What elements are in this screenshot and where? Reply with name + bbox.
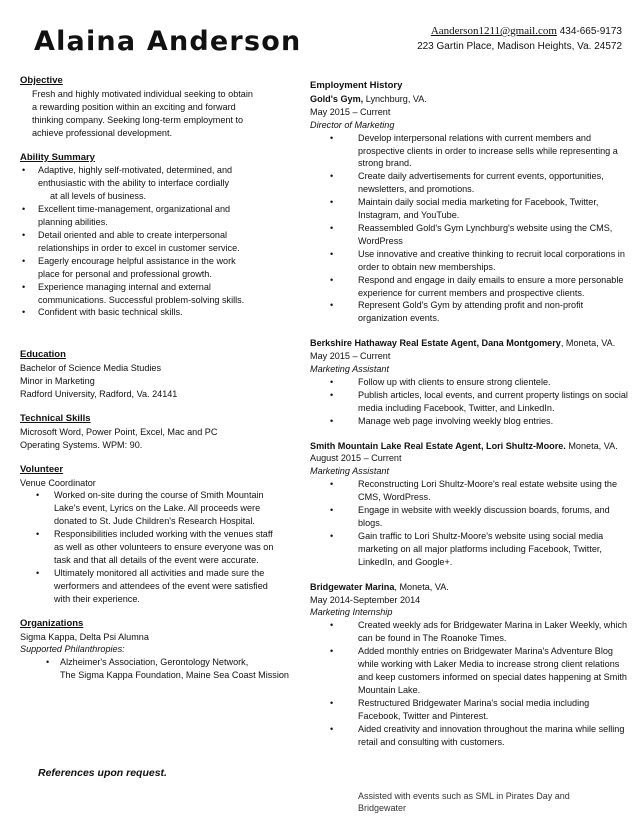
list-item-line: with their experience. — [54, 593, 140, 604]
list-item-line: • Worked on-site during the course of Smith Mountain — [54, 490, 264, 501]
list-item-line: order to obtain new memberships. — [358, 261, 496, 272]
education-line: Radford University, Radford, Va. 24141 — [20, 389, 178, 400]
cutoff-bullet-line: Assisted with events such as SML in Pirates Day and Bridgewater — [358, 791, 570, 813]
list-item-line: task and that all details of the event were accurate. — [54, 555, 259, 565]
list-item-line: • Gain traffic to Lori Shultz-Moore's website using social media — [358, 530, 604, 541]
list-item-line: while working with Laker Media to increase strong client relations — [358, 659, 620, 670]
objective-heading: Objective — [20, 75, 63, 86]
list-item-line: The Sigma Kappa Foundation, Maine Sea Coast Mission — [60, 670, 289, 681]
list-item-line: • Maintain daily social media marketing for Facebook, Twitter, — [358, 197, 599, 208]
list-item-line: donated to St. Jude Children's Research Hospital. — [54, 516, 255, 527]
objective-text — [20, 88, 306, 140]
contact-block — [417, 24, 622, 54]
list-item-line: • Reassembled Gold's Gym Lynchburg's website using the CMS, — [358, 222, 613, 233]
address: 223 Gartin Place, Madison Heights, Va. 24572 — [417, 41, 622, 52]
list-item-line: • Created weekly ads for Bridgewater Marina in Laker Weekly, which — [358, 620, 628, 631]
list-item-line: prospective clients in order to increase sells while representing a — [358, 145, 618, 156]
list-item — [310, 504, 628, 530]
list-item-line: • Eagerly encourage helpful assistance in the work — [38, 255, 236, 266]
list-item-line: • Added monthly entries on Bridgewater Marina's Adventure Blog — [358, 646, 613, 657]
job-company: Gold's Gym, — [310, 93, 364, 104]
list-item — [20, 656, 306, 682]
list-item-line: • Ultimately monitored all activities and made sure the — [54, 567, 265, 578]
list-item-line: • Alzheimer's Association, Gerontology Network, — [60, 657, 249, 668]
phone-number: 434-665-9173 — [559, 26, 622, 37]
list-item-line: organization events. — [358, 313, 440, 324]
list-item — [20, 489, 306, 528]
job-dates: May 2014-September 2014 — [310, 594, 421, 605]
list-item-line: Lake's event, Lyrics on the Lake. All proceeds were — [54, 503, 261, 514]
list-item — [20, 528, 306, 567]
education-heading: Education — [20, 349, 66, 361]
list-item-line: • Aided creativity and innovation throughout the marina while selling — [358, 723, 625, 734]
job-location: , Moneta, VA. — [560, 338, 616, 349]
list-item-line: relationships in order to excel in customer service. — [38, 242, 240, 253]
list-item — [310, 415, 628, 428]
list-item-line: • Confident with basic technical skills. — [38, 307, 183, 318]
list-item-line: • Create daily advertisements for current events, opportunities, — [358, 171, 604, 182]
list-item-line: strong brand. — [358, 158, 412, 169]
job-location: Lynchburg, VA. — [363, 93, 427, 104]
list-item-line: Facebook, Twitter and Pinterest. — [358, 710, 489, 721]
list-item-line: planning abilities. — [38, 217, 108, 228]
list-item — [310, 376, 628, 389]
employment-heading: Employment History — [310, 80, 403, 91]
list-item-line: • Reconstructing Lori Shultz-Moore's real estate website using the — [358, 479, 618, 490]
list-item-line: • Manage web page involving weekly blog entries. — [358, 415, 554, 426]
organizations-heading: Organizations — [20, 617, 84, 629]
list-item — [310, 222, 628, 248]
job-company-line — [310, 440, 628, 453]
job-entry — [310, 337, 628, 427]
volunteer-list — [20, 489, 306, 605]
job-company-line — [310, 93, 628, 106]
list-item — [310, 389, 628, 415]
job-bullets — [310, 619, 628, 748]
list-item — [310, 530, 628, 569]
list-item — [310, 274, 628, 300]
list-item — [310, 132, 628, 171]
list-item-line: media including Facebook, Twitter, and LinkedIn. — [358, 402, 555, 413]
technical-line: Microsoft Word, Power Point, Excel, Mac and PC — [20, 426, 218, 437]
list-item — [310, 478, 628, 504]
list-item — [310, 619, 628, 645]
list-item-line: at all levels of business. — [50, 191, 147, 202]
list-item — [20, 229, 306, 255]
list-item-line: experience for current members and prospective clients. — [358, 287, 585, 298]
list-item-line: • Use innovative and creative thinking to recruit local corporations in — [358, 248, 625, 259]
list-item-line: blogs. — [358, 518, 383, 528]
list-item-line: marketing on all major platforms including Facebook, Twitter, — [358, 543, 602, 554]
list-item-line: • Develop interpersonal relations with current members and — [358, 132, 592, 143]
list-item-line: and keep customers informed on special dates happening at Smith — [358, 671, 627, 682]
list-item-line: can be found in The Roanoke Times. — [358, 633, 507, 644]
email-link[interactable]: Aanderson1211@gmail.com — [430, 25, 557, 37]
philanthropies-list — [20, 656, 306, 682]
right-column — [310, 80, 628, 748]
list-item — [310, 645, 628, 697]
technical-line: Operating Systems. WPM: 90. — [20, 439, 143, 450]
list-item-line: • Excellent time-management, organizational and — [38, 204, 231, 215]
job-entry — [310, 581, 628, 749]
left-column — [20, 75, 306, 682]
technical-heading: Technical Skills — [20, 412, 91, 424]
list-item — [310, 248, 628, 274]
job-title: Director of Marketing — [310, 119, 395, 130]
job-dates: May 2015 – Current — [310, 351, 391, 362]
supported-philanthropies-label: Supported Philanthropies: — [20, 644, 125, 655]
ability-list — [20, 164, 306, 319]
list-item-line: • Experience managing internal and external — [38, 281, 211, 292]
job-entry — [310, 440, 628, 569]
job-company-line — [310, 581, 628, 594]
list-item-line: • Publish articles, local events, and current property listings on social — [358, 389, 628, 400]
list-item-line: as well as other volunteers to ensure everyone was on — [54, 542, 274, 553]
list-item — [20, 281, 306, 307]
list-item-line: • Follow up with clients to ensure strong clientele. — [358, 376, 551, 387]
objective-line: Fresh and highly motivated individual seeking to obtain — [32, 88, 253, 99]
list-item-line: enthusiastic with the ability to interface cordially — [38, 178, 230, 189]
list-item-line: • Responsibilities included working with the venues staff — [54, 529, 273, 540]
list-item-line: Mountain Lake. — [358, 684, 421, 695]
resume-name: Alaina Anderson — [34, 26, 302, 57]
list-item-line: retail and consulting with customers. — [358, 736, 505, 747]
job-bullets — [310, 376, 628, 428]
list-item — [310, 196, 628, 222]
job-entry — [310, 93, 628, 325]
list-item — [20, 567, 306, 606]
list-item — [20, 255, 306, 281]
job-bullets — [310, 132, 628, 326]
job-dates: August 2015 – Current — [310, 453, 402, 464]
education-line: Bachelor of Science Media Studies — [20, 363, 162, 374]
list-item — [20, 203, 306, 229]
volunteer-role: Venue Coordinator — [20, 477, 96, 488]
job-bullets — [310, 478, 628, 568]
job-dates: May 2015 – Current — [310, 106, 391, 117]
volunteer-heading: Volunteer — [20, 463, 64, 475]
list-item — [310, 697, 628, 723]
job-company: Berkshire Hathaway Real Estate Agent, Dana Montgomery — [310, 338, 561, 349]
list-item-line: Instagram, and YouTube. — [358, 210, 460, 221]
list-item — [310, 723, 628, 749]
job-company-line — [310, 337, 628, 350]
job-title: Marketing Internship — [310, 607, 393, 618]
job-company: Bridgewater Marina — [310, 581, 395, 592]
objective-line: a rewarding position within an exciting and forward — [32, 101, 236, 112]
list-item-line: • Represent Gold's Gym by attending profit and non-profit — [358, 300, 584, 311]
list-item — [20, 164, 306, 203]
list-item-line: werformers and attendees of the event were satisfied — [54, 580, 268, 591]
list-item — [310, 170, 628, 196]
list-item-line: CMS, WordPress. — [358, 492, 431, 503]
ability-heading: Ability Summary — [20, 151, 95, 163]
organizations-line: Sigma Kappa, Delta Psi Alumna — [20, 631, 149, 642]
list-item-line: • Restructured Bridgewater Marina's social media including — [358, 697, 590, 708]
references-note: References upon request. — [38, 767, 167, 779]
job-location: , Moneta, VA. — [394, 581, 449, 592]
list-item-line: • Adaptive, highly self-motivated, determined, and — [38, 165, 233, 176]
list-item — [20, 306, 306, 319]
education-line: Minor in Marketing — [20, 376, 95, 387]
list-item-line: LinkedIn, and Google+. — [358, 556, 453, 567]
list-item-line: newsletters, and promotions. — [358, 184, 475, 195]
list-item-line: • Detail oriented and able to create interpersonal — [38, 229, 228, 240]
objective-line: achieve professional development. — [32, 127, 173, 138]
list-item — [310, 299, 628, 325]
objective-line: thinking company. Seeking long-term employment to — [32, 114, 244, 125]
list-item-line: • Engage in website with weekly discussion boards, forums, and — [358, 505, 610, 516]
list-item-line: place for personal and professional growth. — [38, 268, 212, 279]
job-title: Marketing Assistant — [310, 466, 390, 477]
list-item-line: communications. Successful problem-solving skills. — [38, 294, 245, 305]
job-location: Moneta, VA. — [565, 440, 618, 451]
list-item-line: • Respond and engage in daily emails to ensure a more personable — [358, 274, 624, 285]
job-company: Smith Mountain Lake Real Estate Agent, Lori Shultz-Moore. — [310, 440, 566, 451]
job-title: Marketing Assistant — [310, 364, 390, 375]
list-item-line: WordPress — [358, 235, 403, 246]
